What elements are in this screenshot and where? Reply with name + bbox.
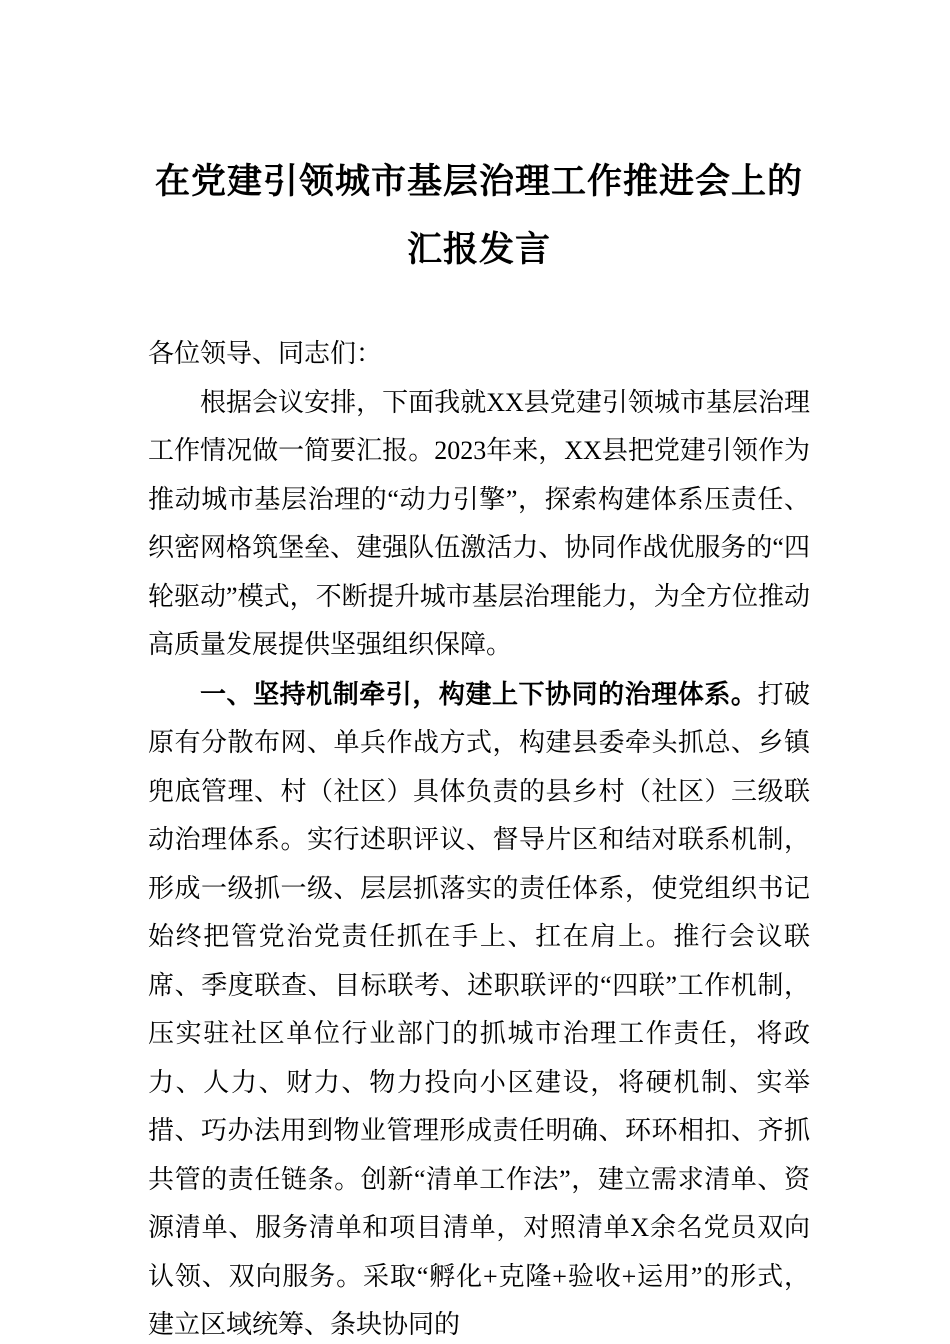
document-body <box>148 330 810 1344</box>
document-title <box>148 148 810 284</box>
document-title-line-1: 在党建引领城市基层治理工作推进会上的 <box>154 162 803 201</box>
paragraph-1-text: 根据会议安排，下面我就XX县党建引领城市基层治理工作情况做一简要汇报。2023年来，XX县把党建引领作为推动城市基层治理的“动力引擎”，探索构建体系压责任、织密网格筑堡垒、建强队伍激活力、协同作战优服务的“四轮驱动”模式，不断提升城市基层治理能力，为全方位推动高质量发展提供坚强组织保障。 <box>148 387 810 659</box>
paragraph-1 <box>148 379 810 670</box>
paragraph-2-text: 打破原有分散布网、单兵作战方式，构建县委牵头抓总、乡镇兜底管理、村（社区）具体负责的县乡村（社区）三级联动治理体系。实行述职评议、督导片区和结对联系机制，形成一级抓一级、层层抓落实的责任体系，使党组织书记始终把管党治党责任抓在手上、扛在肩上。推行会议联席、季度联查、目标联考、述职联评的“四联”工作机制，压实驻社区单位行业部门的抓城市治理工作责任，将政力、人力、财力、物力投向小区建设，将硬机制、实举措、巧办法用到物业管理形成责任明确、环环相扣、齐抓共管的责任链条。创新“清单工作法”，建立需求清单、资源清单、服务清单和项目清单，对照清单X余名党员双向认领、双向服务。采取“孵化+克隆+验收+运用”的形式，建立区域统筹、条块协同的 <box>148 679 810 1339</box>
paragraph-2 <box>148 670 810 1344</box>
salutation: 各位领导、同志们： <box>148 339 383 368</box>
document-title-line-2: 汇报发言 <box>406 230 551 269</box>
paragraph-2-heading: 一、坚持机制牵引，构建上下协同的治理体系。 <box>200 678 758 709</box>
